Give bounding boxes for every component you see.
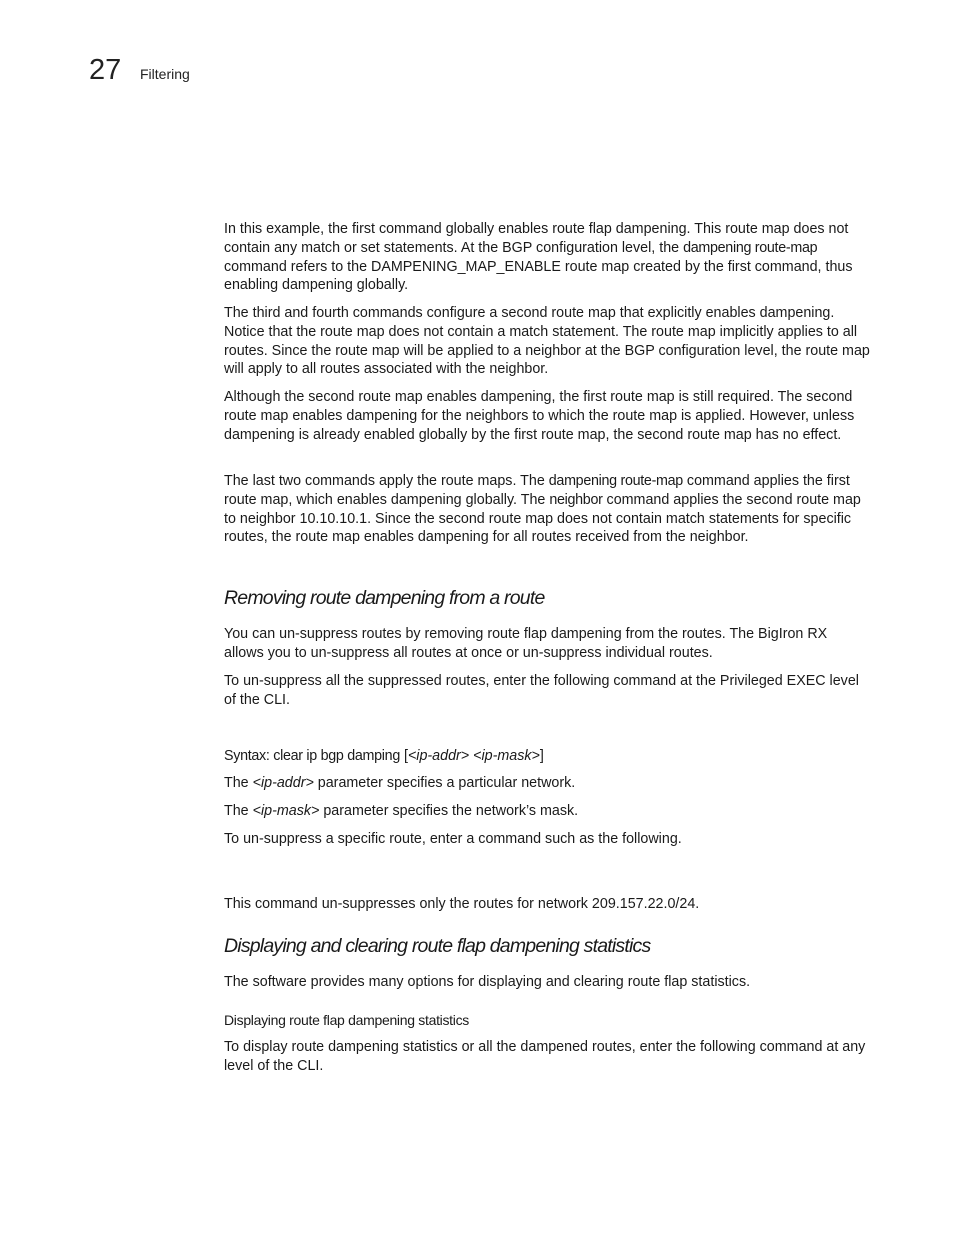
section2-para-2 bbox=[224, 1038, 870, 1076]
para1-text-b: command refers to the DAMPENING_MAP_ENABLE route map created by the first command, thus enabling dampening globally. bbox=[224, 258, 853, 294]
ip-addr-description bbox=[224, 774, 870, 793]
para3-text: Although the second route map enables dampening, the first route map is still required. The second route map enables dampening for the neighbors to which the route map is applied. However, unless dampening is already enabled globally by the first route map, the second route map has no effect. bbox=[224, 389, 855, 443]
section-heading-removing: Removing route dampening from a route bbox=[224, 587, 545, 609]
paragraph-1 bbox=[224, 220, 870, 295]
chapter-title: Filtering bbox=[140, 66, 190, 82]
syntax-args: <ip-addr> <ip-mask> bbox=[407, 748, 540, 764]
section1-para-3 bbox=[224, 830, 870, 849]
syntax-close: ] bbox=[539, 748, 544, 764]
paragraph-2 bbox=[224, 304, 870, 379]
ipmask-pre: The bbox=[224, 803, 253, 819]
section1-p4: This command un-suppresses only the routes for network 209.157.22.0/24. bbox=[224, 896, 700, 912]
ip-mask-description bbox=[224, 802, 870, 821]
para4-text-c: command applies the second route map to neighbor 10.10.10.1. Since the second route map does not contain match statements for specific routes, the route map enables dampening for all routes received from the neighbor. bbox=[224, 491, 861, 546]
para1-text-a: In this example, the first command globally enables route flap dampening. This route map does not contain any match or set statements. At the BGP configuration level, the bbox=[224, 221, 849, 256]
syntax-line bbox=[224, 747, 870, 766]
section2-subheading: Displaying route flap dampening statistics bbox=[224, 1012, 469, 1028]
paragraph-3 bbox=[224, 388, 870, 444]
ipaddr-pre: The bbox=[224, 775, 253, 791]
ipaddr-post: parameter specifies a particular network. bbox=[313, 775, 576, 791]
para2-text: The third and fourth commands configure a second route map that explicitly enables dampening. Notice that the route map does not contain a match statement. The route map implicitly applies to all routes. Since the route map will be applied to a neighbor at the BGP configuration level, the route map will apply to all routes associated with the neighbor. bbox=[224, 305, 870, 378]
section2-para-1 bbox=[224, 973, 870, 992]
ipaddr-arg: <ip-addr> bbox=[252, 775, 314, 791]
section-heading-displaying: Displaying and clearing route flap dampening statistics bbox=[224, 935, 651, 957]
subheading-displaying-stats bbox=[224, 1011, 870, 1030]
para1-command: dampening route-map bbox=[683, 239, 818, 256]
section1-para-4 bbox=[224, 895, 870, 914]
ipmask-arg: <ip-mask> bbox=[252, 803, 320, 819]
para4-command-1: dampening route-map bbox=[548, 473, 683, 489]
chapter-number: 27 bbox=[89, 54, 122, 86]
syntax-open: [ bbox=[399, 748, 408, 764]
section2-p2: To display route dampening statistics or all the dampened routes, enter the following command at any level of the CLI. bbox=[224, 1039, 866, 1074]
section1-para-2 bbox=[224, 672, 870, 710]
syntax-label: Syntax: clear ip bgp damping bbox=[224, 748, 400, 764]
section1-p2: To un-suppress all the suppressed routes, enter the following command at the Privileged EXEC level of the CLI. bbox=[224, 673, 859, 708]
section2-p1: The software provides many options for displaying and clearing route flap statistics. bbox=[224, 974, 751, 990]
section1-p1: You can un-suppress routes by removing route flap dampening from the routes. The BigIron RX allows you to un-suppress all routes at once or un-suppress individual routes. bbox=[224, 626, 828, 661]
paragraph-4 bbox=[224, 472, 870, 547]
para4-text-a: The last two commands apply the route maps. The bbox=[224, 473, 549, 489]
section1-para-1 bbox=[224, 625, 870, 663]
para4-command-2: neighbor bbox=[549, 491, 603, 508]
ipmask-post: parameter specifies the network’s mask. bbox=[319, 803, 579, 819]
section1-p3: To un-suppress a specific route, enter a command such as the following. bbox=[224, 831, 682, 847]
para4-text-b: command applies the first route map, which enables dampening globally. The bbox=[224, 473, 850, 508]
